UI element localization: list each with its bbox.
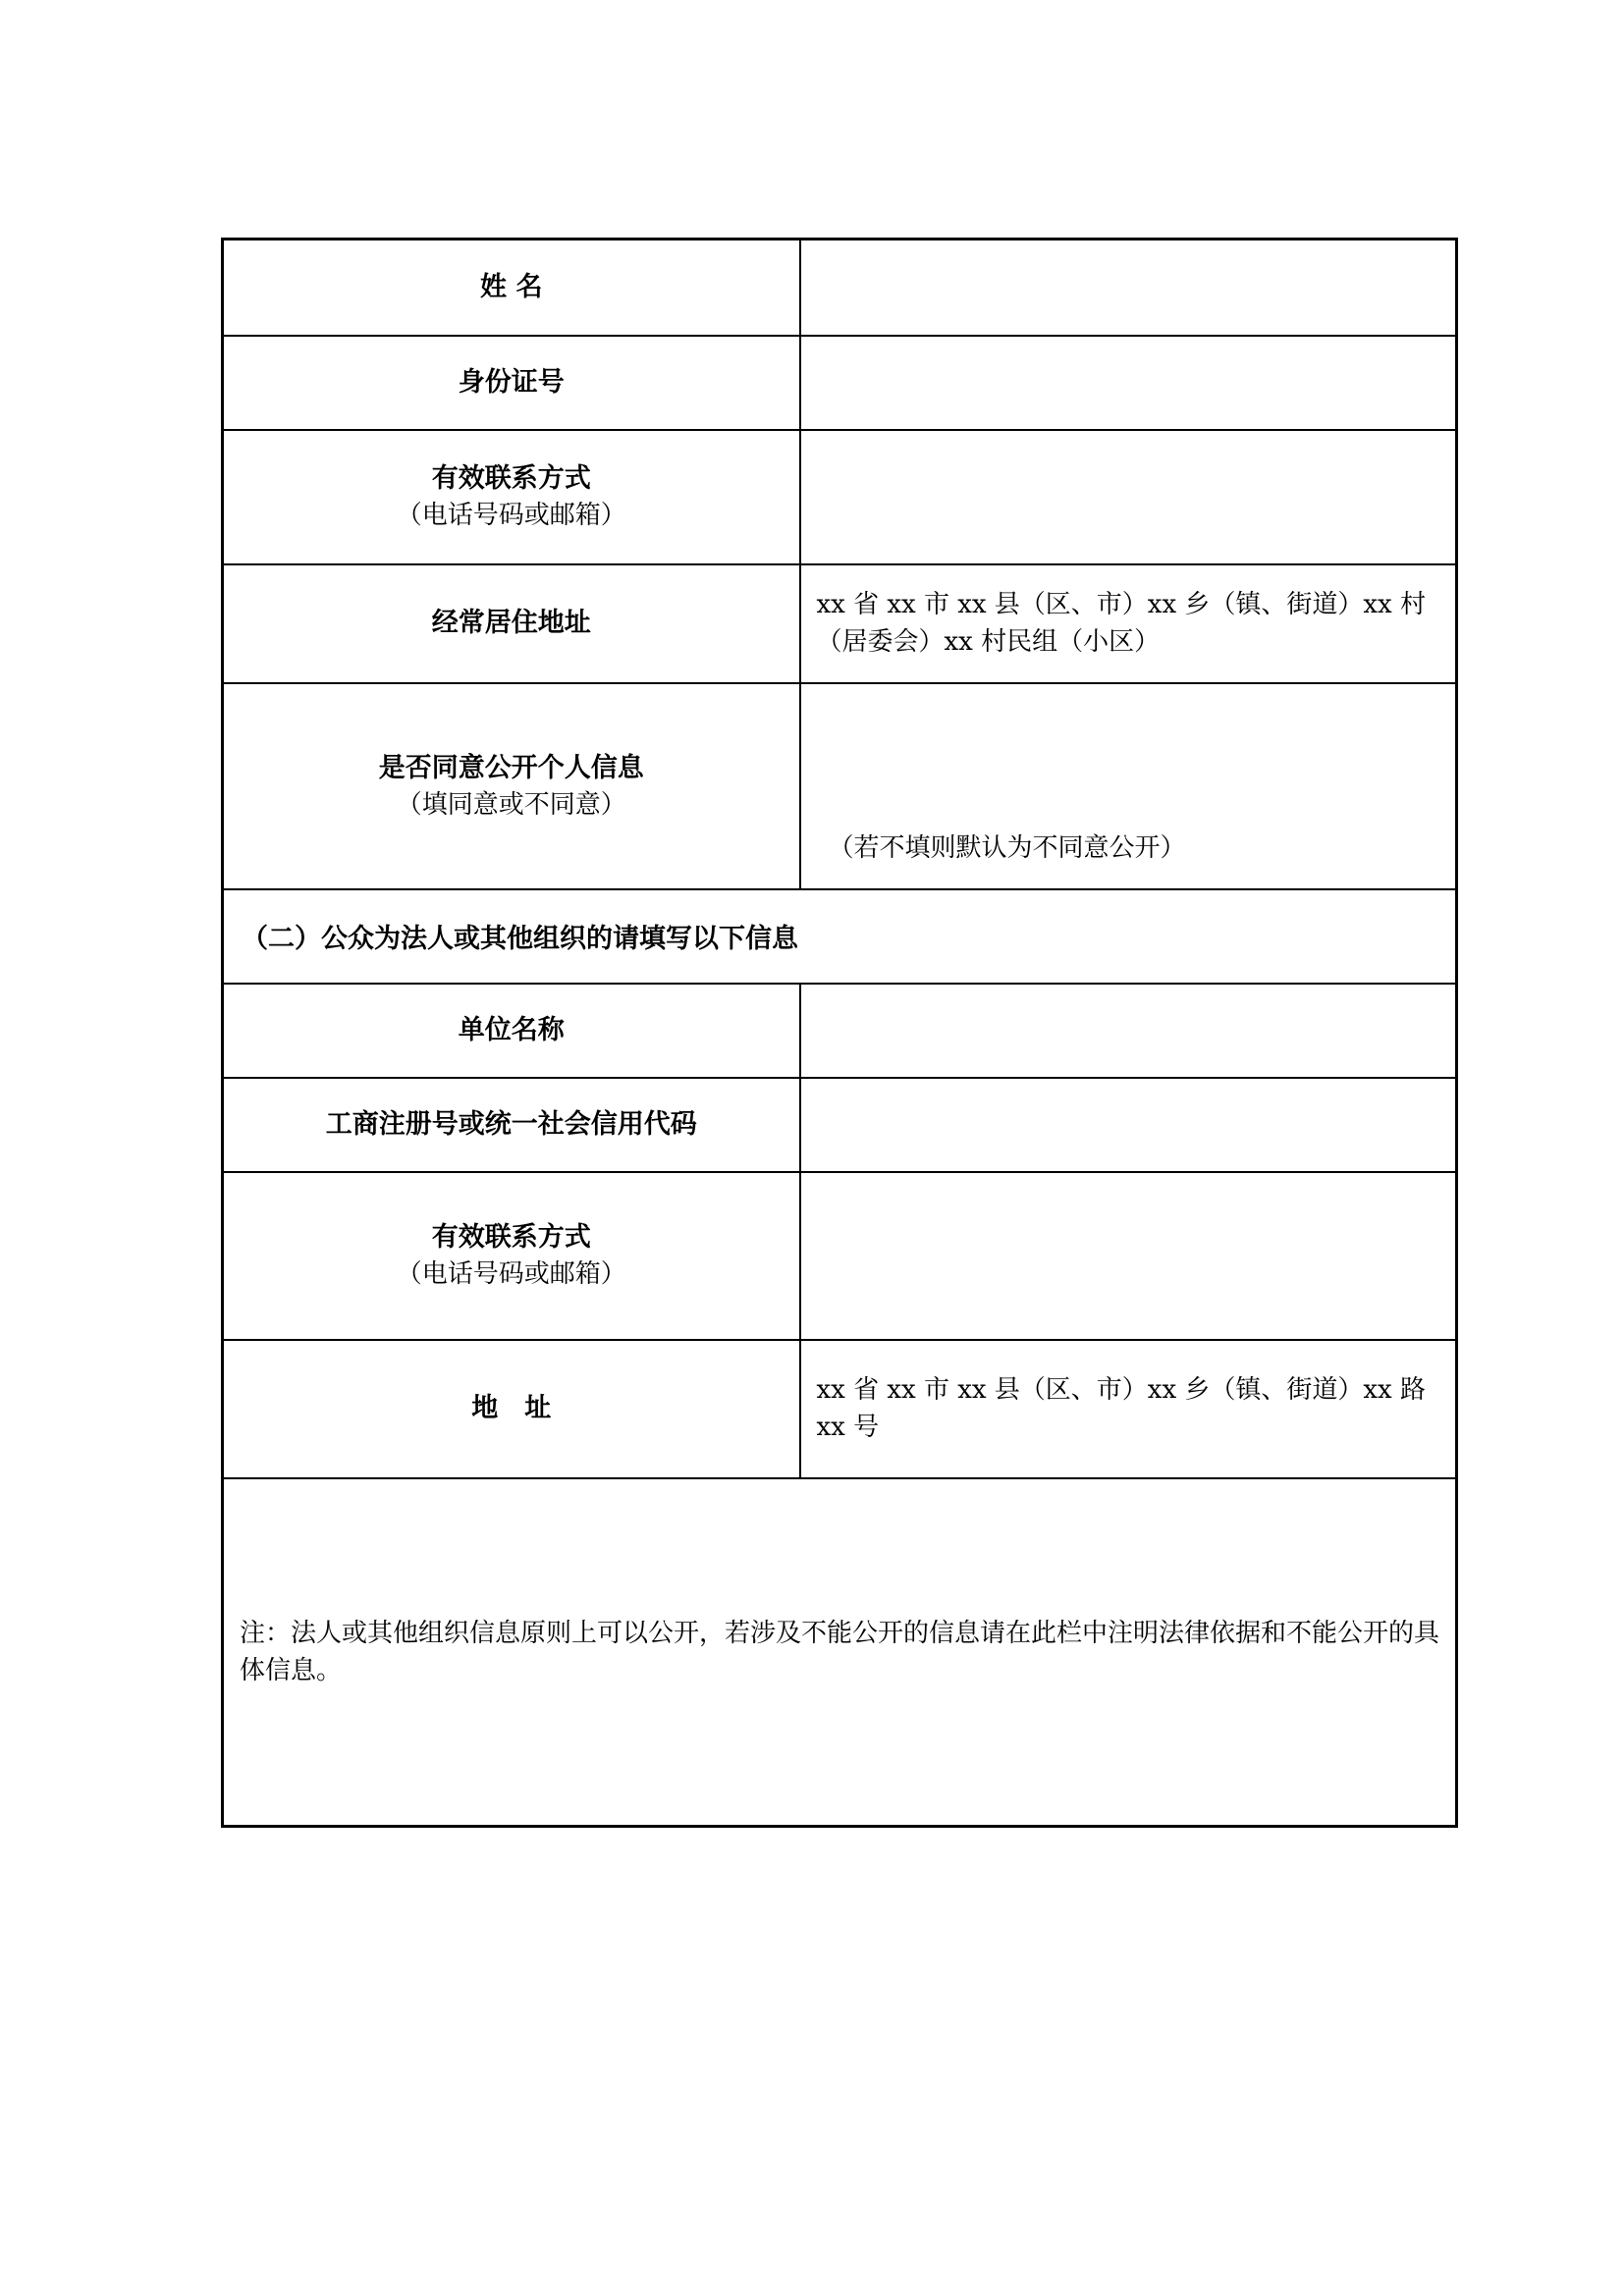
reg-number-field[interactable] (800, 1078, 1457, 1172)
section-title: （二）公众为法人或其他组织的请填写以下信息 (223, 889, 1457, 984)
row-section-organization (223, 889, 1457, 984)
name-field[interactable] (800, 240, 1457, 336)
id-number-label: 身份证号 (458, 366, 565, 398)
residence-address-field[interactable] (800, 564, 1457, 683)
row-residence-address (223, 564, 1457, 683)
consent-label-cell (223, 683, 800, 889)
consent-label: 是否同意公开个人信息 (378, 752, 644, 783)
residence-address-value: xx 省 xx 市 xx 县（区、市）xx 乡（镇、街道）xx 村（居委会）xx 村民组（小区） (816, 590, 1426, 657)
row-id-number (223, 336, 1457, 430)
row-org-address (223, 1340, 1457, 1478)
org-address-label-cell (223, 1340, 800, 1478)
org-contact-field[interactable] (800, 1172, 1457, 1340)
row-consent (223, 683, 1457, 889)
name-label-cell (223, 240, 800, 336)
row-unit-name (223, 984, 1457, 1078)
org-address-field[interactable] (800, 1340, 1457, 1478)
row-contact (223, 430, 1457, 564)
unit-name-label-cell (223, 984, 800, 1078)
row-org-contact (223, 1172, 1457, 1340)
contact-hint: （电话号码或邮箱） (396, 501, 626, 530)
contact-field[interactable] (800, 430, 1457, 564)
org-contact-label: 有效联系方式 (431, 1222, 591, 1253)
consent-default-note: （若不填则默认为不同意公开） (828, 832, 1186, 863)
name-label: 姓 名 (480, 271, 543, 302)
reg-number-label-cell (223, 1078, 800, 1172)
unit-name-field[interactable] (800, 984, 1457, 1078)
address-label-cell (223, 564, 800, 683)
consent-field[interactable] (800, 683, 1457, 889)
row-reg-number (223, 1078, 1457, 1172)
reg-number-label: 工商注册号或统一社会信用代码 (325, 1108, 697, 1140)
residence-address-label: 经常居住地址 (431, 608, 591, 638)
row-name (223, 240, 1457, 336)
note-cell[interactable] (223, 1478, 1457, 1827)
contact-label: 有效联系方式 (431, 463, 591, 494)
note-text: 注：法人或其他组织信息原则上可以公开，若涉及不能公开的信息请在此栏中注明法律依据和不能公开的具体信息。 (240, 1618, 1440, 1685)
id-label-cell (223, 336, 800, 430)
id-number-field[interactable] (800, 336, 1457, 430)
info-form-table (221, 238, 1458, 1828)
consent-hint: （填同意或不同意） (396, 789, 626, 820)
unit-name-label: 单位名称 (458, 1014, 565, 1045)
org-contact-hint: （电话号码或邮箱） (396, 1259, 626, 1289)
contact-label-cell (223, 430, 800, 564)
row-note (223, 1478, 1457, 1827)
org-contact-label-cell (223, 1172, 800, 1340)
org-address-value: xx 省 xx 市 xx 县（区、市）xx 乡（镇、街道）xx 路 xx 号 (816, 1375, 1426, 1442)
org-address-label: 地 址 (471, 1393, 552, 1423)
